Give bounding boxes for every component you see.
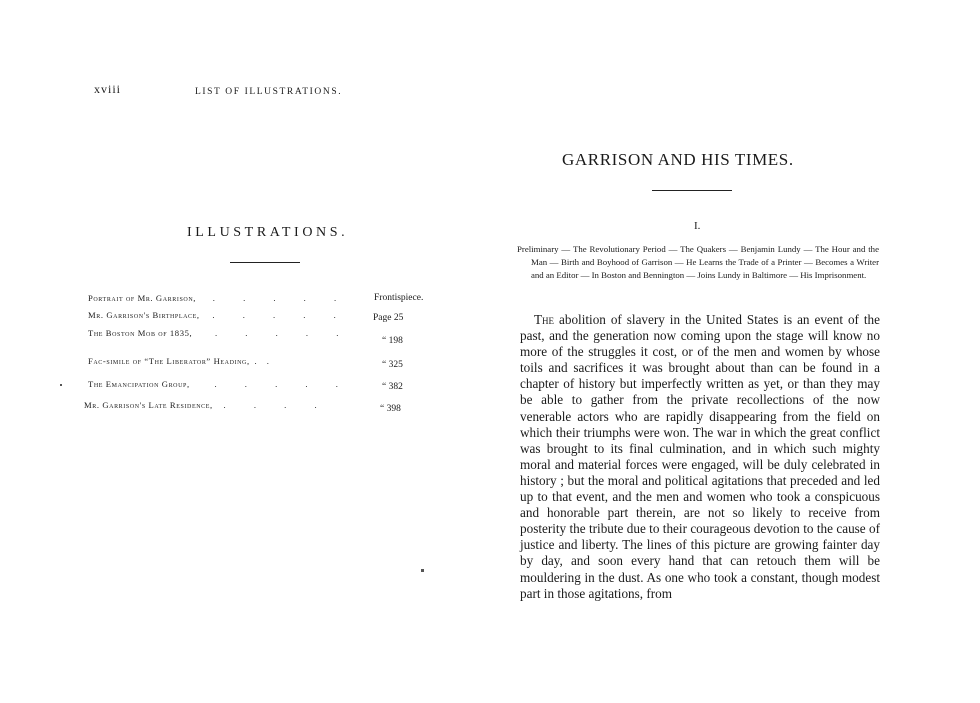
leader-dots: . . . . . bbox=[215, 328, 352, 338]
illustration-page: Page 25 bbox=[373, 313, 404, 323]
running-head: LIST OF ILLUSTRATIONS. bbox=[195, 87, 343, 97]
title-rule bbox=[652, 190, 732, 191]
illustration-page: “ 398 bbox=[380, 404, 401, 414]
illustration-item bbox=[88, 328, 351, 338]
title-rule bbox=[230, 262, 300, 263]
illustration-item: Mr. Garrison's Late Residence, . . . . bbox=[84, 400, 330, 410]
illustration-label: Mr. Garrison's Birthplace, bbox=[88, 310, 200, 320]
chapter-number: I. bbox=[694, 220, 701, 232]
leader-dots: . . . . . bbox=[212, 310, 349, 320]
body-lead: The bbox=[534, 312, 555, 327]
illustration-label: Fac-simile of “The Liberator” Heading, bbox=[88, 356, 250, 366]
illustration-page: “ 325 bbox=[382, 360, 403, 370]
chapter-synopsis bbox=[517, 243, 879, 282]
ink-speck bbox=[60, 384, 62, 386]
synopsis-text: Preliminary — The Revolutionary Period — The Quakers — Benjamin Lundy — The Hour and the Man — Birth and Boyhood of Garrison — He Learns the Trade of a Printer — Becomes a Writer and an Editor — In Boston and Bennington — Joins Lundy in Baltimore — His Imprisonment. bbox=[517, 244, 879, 280]
chapter-body bbox=[520, 312, 880, 602]
illustration-page: “ 382 bbox=[382, 382, 403, 392]
illustration-page: “ 198 bbox=[382, 336, 403, 346]
body-text: abolition of slavery in the United States is an event of the past, and the generation now coming upon the stage will know no more of the struggles it cost, or of the men and women by whose toils and sacrifices it was brought about than can be found in a chapter of history but imperfectly written as yet, or than they may be able to gather from the private recollections of the now venerable actors who are rapidly disappearing from the field on which their triumphs were won. The war in which the great conflict was brought to its final culmination, and in which such mighty moral and material forces were engaged, will be duly celebrated in history ; but the moral and political agitations that preceded and led up to that event, and the men and women who took a conspicuous and honorable part therein, are not so likely to receive from posterity the tribute due to their courageous devotion to the cause of justice and liberty. The lines of this picture are growing fainter day by day, and soon every hand that can retouch them will be mouldering in the dust. As one who took a constant, though modest part in those agitations, from bbox=[520, 312, 881, 601]
leader-dots: . . . . . bbox=[212, 293, 350, 303]
illustration-item bbox=[88, 379, 351, 389]
illustration-label: The Emancipation Group, bbox=[88, 379, 190, 389]
illustration-item: Fac-simile of “The Liberator” Heading, . . bbox=[88, 356, 273, 366]
illustration-label: Mr. Garrison's Late Residence, bbox=[84, 400, 213, 410]
illustrations-title: ILLUSTRATIONS. bbox=[187, 225, 349, 240]
ink-speck bbox=[421, 569, 424, 572]
book-title: GARRISON AND HIS TIMES. bbox=[562, 150, 794, 169]
illustration-label: The Boston Mob of 1835, bbox=[88, 328, 193, 338]
illustration-page: Frontispiece. bbox=[374, 293, 424, 303]
illustration-label: Portrait of Mr. Garrison, bbox=[88, 293, 197, 303]
illustration-item bbox=[88, 310, 349, 320]
leader-dots: . . . . . bbox=[214, 379, 351, 389]
illustration-item bbox=[88, 293, 349, 303]
page-number: xviii bbox=[94, 82, 122, 96]
